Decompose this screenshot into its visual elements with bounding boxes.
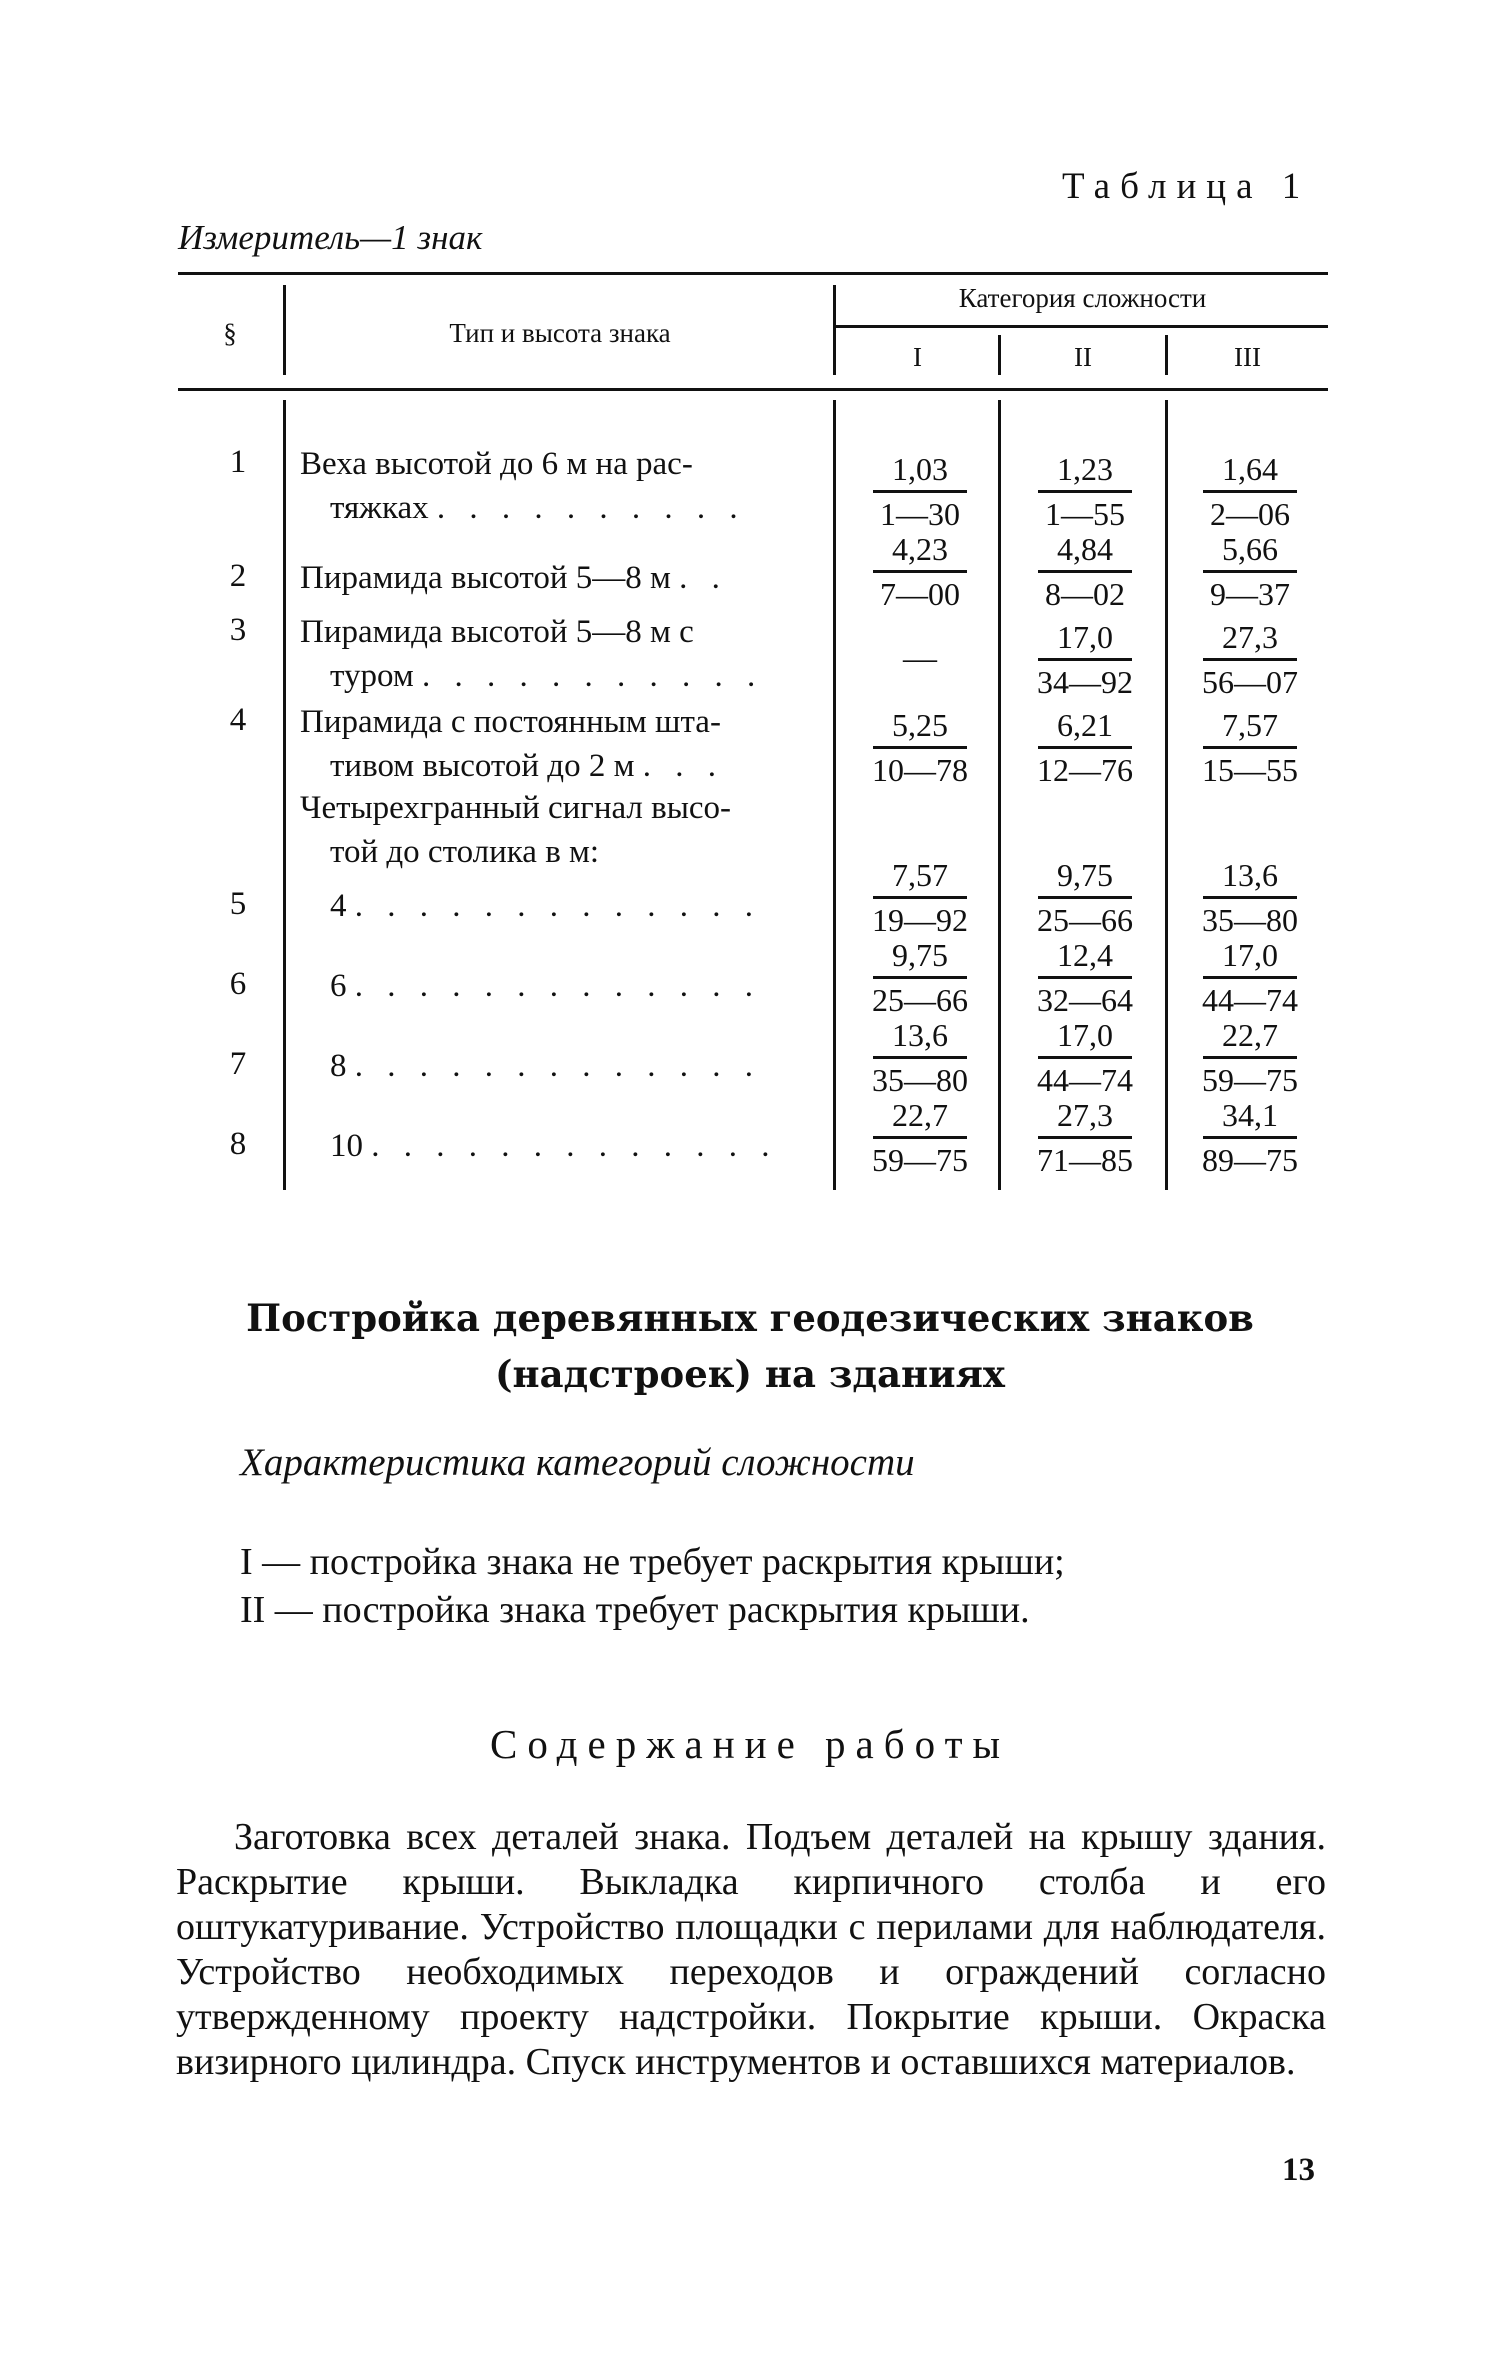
height-row (300, 884, 850, 928)
value-cell: 13,6 35—80 (872, 1017, 968, 1098)
value-cell: 9,75 25—66 (872, 937, 968, 1018)
value-cell: 22,7 59—75 (1202, 1017, 1298, 1098)
value-cell: 1,03 1—30 (845, 450, 995, 533)
category-1-description: I — постройка знака не требует раскрытия крыши; (240, 1541, 1065, 1583)
row-number: 7 (229, 1046, 247, 1082)
leader-dots: . . (679, 560, 728, 596)
row-description-line1: Пирамида высотой 5—8 м (300, 560, 671, 596)
category-2-description: II — постройка знака требует раскрытия крыши. (240, 1589, 1030, 1631)
leader-dots: . . . . . . . . . . (436, 490, 746, 526)
table-divider-1 (283, 285, 286, 375)
value-cell: 5,66 9—37 (1175, 530, 1325, 613)
content-title: Содержание работы (489, 1721, 1011, 1767)
leader-dots: . . . . . . . . . . . . . (354, 1048, 761, 1084)
row-description-line2: тяжках (330, 490, 429, 526)
table-divider-4-body (1165, 400, 1168, 1190)
group-label-line1: Четырехгранный сигнал высо- (300, 790, 732, 826)
section-subtitle: Характеристика категорий сложности (240, 1441, 915, 1484)
row-number: 3 (229, 612, 247, 648)
value-cell: 27,3 71—85 (1037, 1097, 1133, 1178)
row-number: 1 (229, 444, 247, 480)
section-title-line1: Постройка деревянных геодезических знаков (246, 1296, 1254, 1340)
header-section-symbol: § (223, 318, 237, 348)
row-number: 8 (229, 1126, 247, 1162)
row-description-line1: Веха высотой до 6 м на рас- (300, 446, 693, 482)
row-description (300, 556, 820, 600)
row-description-line1: Пирамида с постоянным шта- (300, 704, 721, 740)
value-cell: 4,84 8—02 (1010, 530, 1160, 613)
value-cell: 9,75 25—66 (1037, 857, 1133, 938)
value-cell: 7,57 19—92 (872, 857, 968, 938)
content-paragraph: Заготовка всех деталей знака. Подъем деталей на крышу здания. Раскрытие крыши. Выкладка кирпичного столба и его оштукатуривание. Устройство площадки с перилами для наблюдателя. Устройство необходимых переходов и ограждений согласно утвержденному проекту надстройки. Покрытие крыши. Окраска визирного цилиндра. Спуск инструментов и оставшихся материалов. (176, 1816, 1326, 2083)
value-cell: 12,4 32—64 (1037, 937, 1133, 1018)
row-number: 5 (229, 886, 247, 922)
row-description (300, 610, 820, 698)
value-cell: 13,6 35—80 (1202, 857, 1298, 938)
group-label-line2: той до столика в м: (330, 834, 600, 870)
group-label (300, 786, 820, 874)
row-description-line2: тивом высотой до 2 м (330, 748, 635, 784)
section-title-line2: (надстроек) на зданиях (495, 1352, 1005, 1396)
value-cell: 17,0 34—92 (1037, 619, 1133, 700)
table-caption: Таблица 1 (1062, 166, 1311, 207)
value-cell: 34,1 89—75 (1202, 1097, 1298, 1178)
table-divider-2 (833, 285, 836, 375)
category-header-rule (836, 325, 1328, 328)
leader-dots: . . . . . . . . . . . . . (354, 968, 761, 1004)
leader-dots: . . . . . . . . . . . . . (354, 888, 761, 924)
height-value: 8 (330, 1048, 347, 1084)
value-cell: 17,0 44—74 (1037, 1017, 1133, 1098)
section-title (180, 1290, 1320, 1402)
height-row (300, 964, 850, 1008)
height-row (300, 1044, 850, 1088)
leader-dots: . . . (642, 748, 724, 784)
value-cell: 1,23 1—55 (1010, 450, 1160, 533)
table-header-rule (178, 388, 1328, 391)
value-cell: 27,3 56—07 (1202, 619, 1298, 700)
height-value: 10 (330, 1128, 363, 1164)
table-divider-4 (1165, 335, 1168, 375)
table-divider-3-body (998, 400, 1001, 1190)
value-cell: 17,0 44—74 (1202, 937, 1298, 1018)
leader-dots: . . . . . . . . . . . . . (371, 1128, 778, 1164)
table-top-rule (178, 272, 1328, 275)
empty-value-dash: — (903, 640, 937, 677)
row-number: 6 (229, 966, 247, 1002)
header-category-1: I (913, 342, 922, 372)
height-row (300, 1124, 850, 1168)
row-description-line2: туром (330, 658, 414, 694)
header-category-3: III (1234, 342, 1261, 372)
header-category: Категория сложности (958, 283, 1207, 313)
header-type-height: Тип и высота знака (449, 318, 671, 348)
row-number: 4 (229, 702, 247, 738)
value-cell: 22,7 59—75 (872, 1097, 968, 1178)
table-divider-3 (998, 335, 1001, 375)
value-cell: 1,64 2—06 (1175, 450, 1325, 533)
value-cell: 5,25 10—78 (872, 707, 968, 788)
row-description-line1: Пирамида высотой 5—8 м с (300, 614, 694, 650)
value-cell: 7,57 15—55 (1202, 707, 1298, 788)
row-description (300, 700, 820, 788)
row-number: 2 (229, 558, 247, 594)
height-value: 4 (330, 888, 347, 924)
value-cell: 4,23 7—00 (845, 530, 995, 613)
height-value: 6 (330, 968, 347, 1004)
page-number: 13 (1282, 2152, 1315, 2188)
leader-dots: . . . . . . . . . . . (422, 658, 764, 694)
header-category-2: II (1074, 342, 1092, 372)
value-cell: 6,21 12—76 (1037, 707, 1133, 788)
measure-unit: Измеритель—1 знак (178, 218, 483, 257)
row-description (300, 442, 820, 530)
